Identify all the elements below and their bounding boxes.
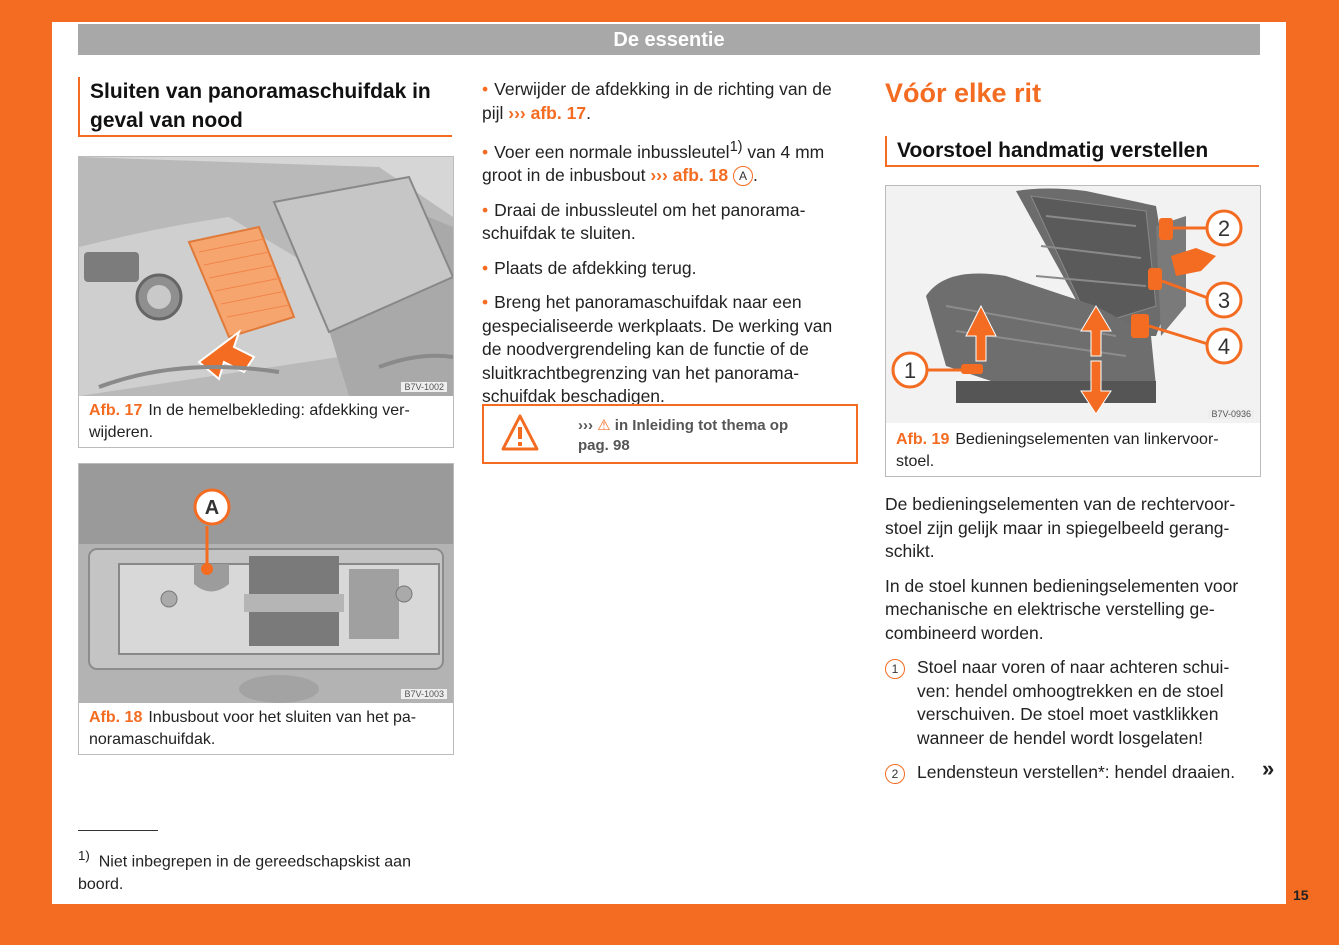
list-item-text: gespecialiseerde werkplaats. De werking van: [482, 315, 833, 336]
footnote-text: Niet inbegrepen in de gereedschapskist aan: [98, 853, 411, 871]
list-item-text: • Draai de inbussleutel om het panorama-: [482, 200, 805, 220]
list-item-text: schuifdak beschadigen.: [482, 386, 665, 407]
list-item-text: wanneer de hendel wordt losgelaten!: [917, 727, 1204, 748]
list-item-text: van 4 mm: [742, 141, 825, 162]
paragraph-line: mechanische en elektrische verstelling ge-: [885, 599, 1215, 619]
list-item: [482, 291, 862, 409]
list-item: [885, 761, 1275, 785]
list-item-text: ven: hendel omhoogtrekken en de stoel: [917, 680, 1224, 701]
footnote-text: boord.: [78, 876, 124, 894]
figure-18: [78, 463, 454, 755]
heading-line: geval van nood: [90, 109, 243, 132]
heading-seat-adjust: [885, 136, 1259, 167]
reference-arrows: ›››: [578, 417, 593, 434]
heading-line: Voorstoel handmatig verstellen: [897, 139, 1209, 162]
paragraph: [885, 493, 1275, 564]
caption-text: Bedieningselementen van linkervoor-: [955, 431, 1219, 448]
callout-2-label: 2: [1217, 216, 1231, 241]
paragraph: [885, 575, 1275, 646]
figure-17-image: [79, 157, 453, 396]
callout-marker: A: [733, 166, 753, 186]
section-header: De essentie: [78, 24, 1260, 55]
section-title: Vóór elke rit: [885, 78, 1042, 108]
list-item-text: • Plaats de afdekking terug.: [482, 258, 697, 278]
footnote: [78, 844, 448, 896]
figure-17-caption: [89, 400, 443, 444]
list-item-text: • Breng het panoramaschuifdak naar een: [482, 292, 802, 312]
figure-19: [885, 185, 1261, 477]
caption-text: noramaschuifdak.: [89, 731, 216, 748]
list-item: [482, 199, 862, 246]
list-item: [482, 257, 862, 281]
item-number-marker: 1: [885, 659, 905, 679]
image-code: B7V-0936: [1208, 409, 1254, 419]
warning-triangle-icon: [500, 413, 540, 453]
figure-18-image: [79, 464, 453, 703]
heading-emergency-close: [78, 77, 452, 137]
figure-label: Afb. 19: [896, 431, 950, 448]
list-item-text: • Verwijder de afdekking in de richting van de: [482, 79, 832, 99]
caption-text: wijderen.: [89, 424, 154, 441]
reference-link[interactable]: ››› afb. 18: [650, 165, 729, 186]
caption-text: In de hemelbekleding: afdekking ver-: [148, 402, 410, 419]
list-item-text: verschuiven. De stoel moet vastklikken: [917, 704, 1219, 724]
figure-17: [78, 156, 454, 448]
footnote-mark: 1): [78, 848, 90, 863]
reference-link[interactable]: ››› afb. 17: [508, 102, 587, 123]
page-number: 15: [1293, 887, 1309, 903]
list-item-text: Stoel naar voren of naar achteren schui-: [917, 657, 1230, 677]
warning-small-icon: ⚠: [597, 417, 611, 434]
figure-19-image: [886, 186, 1260, 423]
caption-text: Inbusbout voor het sluiten van het pa-: [148, 709, 417, 726]
list-item: • Voer een normale inbussleutel$^{1)}$ van 4 mm groot in de inbusbout ››› afb. 18 A .: [482, 136, 862, 188]
list-item-text: • Voer een normale inbussleutel: [482, 142, 730, 162]
instruction-list: [482, 78, 862, 420]
paragraph-line: schikt.: [885, 541, 935, 561]
figure-18-caption: [89, 707, 443, 751]
footnote-ref: 1): [729, 139, 743, 155]
list-item: [885, 656, 1275, 750]
paragraph-line: De bedieningselementen van de rechtervoor-: [885, 494, 1236, 514]
list-item-text: groot in de inbusbout: [482, 165, 646, 186]
continue-mark: »: [1262, 756, 1275, 781]
list-item-text: de noodvergrendeling kan de functie of de: [482, 339, 809, 360]
page: [52, 22, 1286, 904]
seat-controls-illustration: [886, 186, 1260, 423]
callout-3-label: 3: [1217, 288, 1231, 313]
callout-4-label: 4: [1217, 334, 1231, 359]
hex-bolt-illustration: [79, 464, 453, 703]
warning-box: [482, 404, 858, 464]
list-item-text: sluitkrachtbegrenzing van het panorama-: [482, 362, 800, 383]
warning-link-text: pag. 98: [578, 437, 630, 454]
figure-label: Afb. 18: [89, 709, 143, 726]
warning-text[interactable]: [578, 416, 788, 456]
list-item-text: schuifdak te sluiten.: [482, 223, 636, 244]
item-number-marker: 2: [885, 764, 905, 784]
image-code: B7V-1002: [401, 382, 447, 392]
image-code: B7V-1003: [401, 689, 447, 699]
caption-text: stoel.: [896, 453, 935, 470]
heading-line: Sluiten van panoramaschuifdak in: [90, 80, 431, 103]
figure-label: Afb. 17: [89, 402, 143, 419]
list-item: • Verwijder de afdekking in de richting van de pijl ››› afb. 17.: [482, 78, 862, 125]
list-item-text: pijl: [482, 102, 504, 123]
footnote-divider: [78, 830, 158, 831]
warning-link-text: in Inleiding tot thema op: [614, 417, 789, 434]
seat-description: [885, 493, 1275, 796]
callout-a-label: A: [204, 497, 220, 519]
paragraph-line: combineerd worden.: [885, 622, 1044, 643]
figure-19-caption: [896, 429, 1250, 473]
paragraph-line: stoel zijn gelijk maar in spiegelbeeld gerang-: [885, 517, 1230, 538]
list-item-text: Lendensteun verstellen*: hendel draaien.: [917, 762, 1236, 782]
paragraph-line: In de stoel kunnen bedieningselementen voor: [885, 575, 1239, 596]
roof-console-illustration: [79, 157, 453, 396]
callout-1-label: 1: [903, 358, 917, 383]
